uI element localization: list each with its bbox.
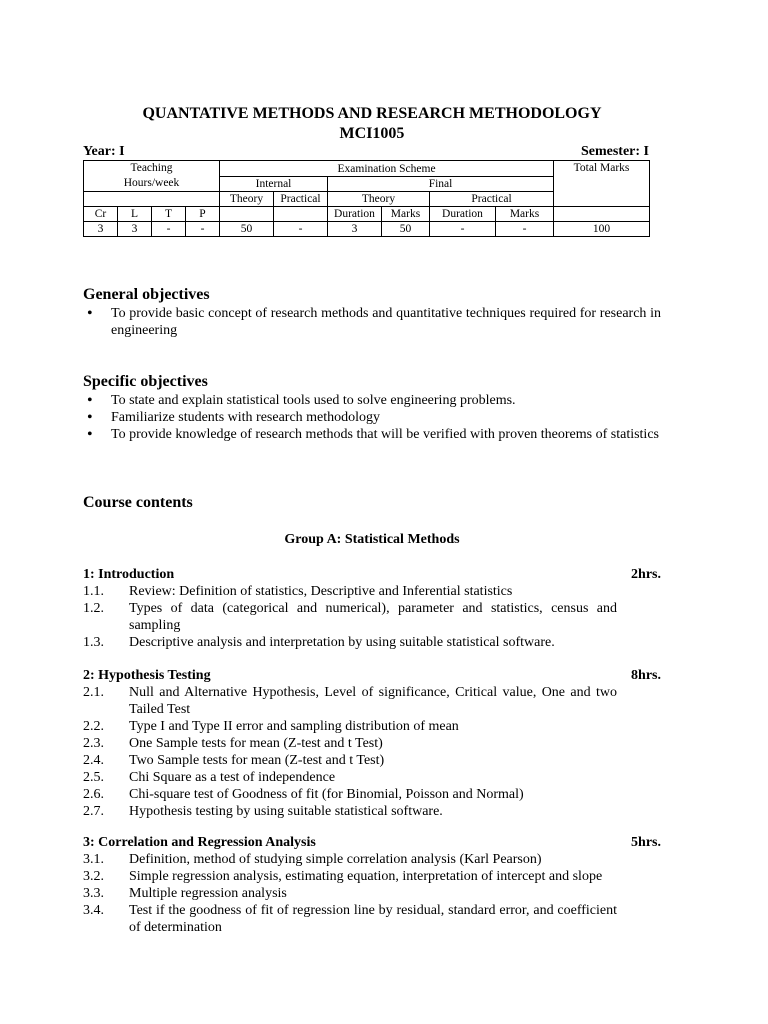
table-cell: - [186,222,220,237]
list-item: 3.3. Multiple regression analysis [83,886,287,901]
list-item: 3.4. Test if the goodness of fit of regression line by residual, standard error, and coefficient of determination [83,903,617,935]
teaching-hours-header: Teaching Hours/week [84,161,220,192]
blank-cell [554,207,650,222]
internal-header: Internal [220,177,328,192]
table-cell: 50 [382,222,430,237]
l-header: L [118,207,152,222]
unit-3 [83,834,661,936]
list-item: 1.1. Review: Definition of statistics, Descriptive and Inferential statistics [83,584,513,599]
table-cell: - [430,222,496,237]
table-cell: 50 [220,222,274,237]
table-cell: - [274,222,328,237]
unit-1 [83,566,661,651]
internal-practical-header: Practical [274,192,328,207]
unit-hours: 2hrs. [631,567,661,582]
final-header: Final [328,177,554,192]
table-cell: - [152,222,186,237]
table-cell: - [496,222,554,237]
examination-scheme-table [83,160,650,237]
course-code: MCI1005 [339,125,405,142]
examination-scheme-header: Examination Scheme [220,161,554,177]
unit-title: 3: Correlation and Regression Analysis [83,835,316,850]
specific-objectives-heading: Specific objectives [83,373,208,390]
internal-theory-header: Theory [220,192,274,207]
practical-duration-header: Duration [430,207,496,222]
table-row [84,222,650,237]
year-label: Year: I [83,144,125,159]
list-item: • To provide basic concept of research methods and quantitative techniques required for research in engineering [83,305,661,339]
theory-marks-header: Marks [382,207,430,222]
table-cell: 3 [118,222,152,237]
table-cell: 3 [84,222,118,237]
unit-heading [83,834,661,851]
general-objectives-list [83,305,661,339]
group-a-title: Group A: Statistical Methods [284,532,460,547]
t-header: T [152,207,186,222]
list-item: 2.1. Null and Alternative Hypothesis, Level of significance, Critical value, One and two Tailed Test [83,685,617,717]
table-cell: 3 [328,222,382,237]
blank-cell [220,207,274,222]
year-semester-line [83,144,649,160]
course-title-line1: QUANTATIVE METHODS AND RESEARCH METHODOLOGY [142,105,602,122]
course-title [83,104,661,144]
list-item: 1.2. Types of data (categorical and numerical), parameter and statistics, census and sampling [83,601,617,633]
list-item: 2.2. Type I and Type II error and sampling distribution of mean [83,719,459,734]
course-contents-heading: Course contents [83,494,193,511]
list-item: 2.3. One Sample tests for mean (Z-test and t Test) [83,736,383,751]
list-item: • To state and explain statistical tools used to solve engineering problems. [83,392,661,409]
list-item: 1.3. Descriptive analysis and interpretation by using suitable statistical software. [83,635,555,650]
unit-heading [83,566,661,583]
list-item: 2.7. Hypothesis testing by using suitable statistical software. [83,804,443,819]
teaching-hours-spacer [84,192,220,207]
final-theory-header: Theory [328,192,430,207]
general-objectives-heading: General objectives [83,286,210,303]
list-item: • To provide knowledge of research methods that will be verified with proven theorems of statistics [83,426,661,443]
cr-header: Cr [84,207,118,222]
theory-duration-header: Duration [328,207,382,222]
unit-title: 2: Hypothesis Testing [83,668,211,683]
unit-hours: 8hrs. [631,668,661,683]
list-item: 2.4. Two Sample tests for mean (Z-test and t Test) [83,753,385,768]
table-cell: 100 [554,222,650,237]
list-item: 3.2. Simple regression analysis, estimating equation, interpretation of intercept and slope [83,869,603,884]
practical-marks-header: Marks [496,207,554,222]
unit-2 [83,667,661,820]
final-practical-header: Practical [430,192,554,207]
list-item: • Familiarize students with research methodology [83,409,661,426]
specific-objectives-list [83,392,661,443]
list-item: 2.6. Chi-square test of Goodness of fit (for Binomial, Poisson and Normal) [83,787,524,802]
unit-hours: 5hrs. [631,835,661,850]
list-item: 3.1. Definition, method of studying simple correlation analysis (Karl Pearson) [83,852,542,867]
total-marks-header: Total Marks [554,161,650,207]
semester-label: Semester: I [580,144,649,159]
blank-cell [274,207,328,222]
p-header: P [186,207,220,222]
list-item: 2.5. Chi Square as a test of independence [83,770,336,785]
unit-heading [83,667,661,684]
unit-title: 1: Introduction [83,567,175,582]
